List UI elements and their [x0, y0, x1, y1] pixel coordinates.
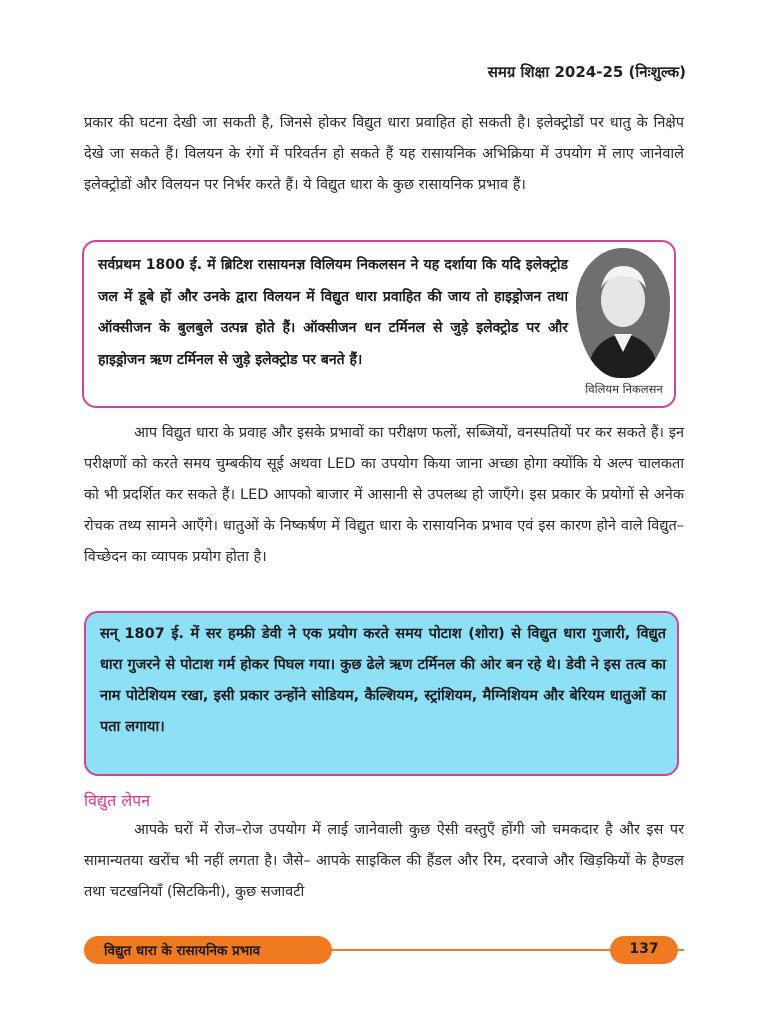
portrait-caption: विलियम निकलसन [585, 382, 663, 396]
info-box-davy-text: सन् 1807 ई. में सर हम्फ्री डेवी ने एक प्रयोग करते समय पोटाश (शोरा) से विद्युत धारा गुजारी, विद्युत धारा गुजरने से पोटाश गर्म होकर पिघल गया। कुछ ढेले ऋण टर्मिनल की ओर बन रहे थे। डेवी ने इस तत्व का नाम पोटेशियम रखा, इसी प्रकार उन्होंने सोडियम, कैल्शियम, स्ट्रांशियम, मैग्निशियम और बेरियम धातुओं का पता लगाया। [100, 626, 666, 735]
page-number: 137 [629, 941, 659, 957]
info-box-davy [84, 611, 679, 776]
page-header: समग्र शिक्षा 2024-25 (निःशुल्क) [487, 63, 686, 81]
info-box-nicholson [82, 240, 676, 408]
paragraph-electroplating: आपके घरों में रोज–रोज उपयोग में लाई जानेवाली कुछ ऐसी वस्तुएँ होंगी जो चमकदार है और इस पर सामान्यतया खरोंच भी नहीं लगता है। जैसे– आपके साइकिल की हैंडल और रिम, दरवाजे और खिड़कियों के हैण्डल तथा चटखनियाँ (सिटकिनी), कुछ सजावटी [84, 822, 684, 900]
info-box-nicholson-text: सर्वप्रथम 1800 ई. में ब्रिटिश रासायनज्ञ विलियम निकलसन ने यह दर्शाया कि यदि इलेक्ट्रोड जल में डूबे हों और उनके द्वारा विलयन में विद्युत धारा प्रवाहित की जाय तो हाइड्रोजन तथा ऑक्सीजन के बुलबुले उत्पन्न होते हैं। ऑक्सीजन धन टर्मिनल से जुड़े इलेक्ट्रोड पर और हाइड्रोजन ऋण टर्मिनल से जुड़े इलेक्ट्रोड पर बनते हैं। [98, 257, 568, 368]
footer-chapter-title: विद्युत धारा के रासायनिक प्रभाव [104, 943, 261, 959]
section-heading: विद्युत लेपन [84, 791, 151, 810]
paragraph-experiments: आप विद्युत धारा के प्रवाह और इसके प्रभावों का परीक्षण फलों, सब्जियों, वनस्पतियों पर कर सकते हैं। इन परीक्षणों को करते समय चुम्बकीय सूई अथवा LED का उपयोग किया जाना अच्छा होगा क्योंकि ये अल्प चालकता को भी प्रदर्शित कर सकते हैं। LED आपको बाजार में आसानी से उपलब्ध हो जाएँगे। इस प्रकार के प्रयोगों से अनेक रोचक तथ्य सामने आएँगे। धातुओं के निष्कर्षण में विद्युत धारा के रासायनिक प्रभाव एवं इस कारण होने वाले विद्युत–विच्छेदन का व्यापक प्रयोग होता है। [84, 425, 684, 565]
paragraph-intro: प्रकार की घटना देखी जा सकती है, जिनसे होकर विद्युत धारा प्रवाहित हो सकती है। इलेक्ट्रोडों पर धातु के निक्षेप देखे जा सकते हैं। विलयन के रंगों में परिवर्तन हो सकते हैं यह रासायनिक अभिक्रिया में उपयोग में लाए जानेवाले इलेक्ट्रोडों और विलयन पर निर्भर करते हैं। ये विद्युत धारा के कुछ रासायनिक प्रभाव हैं। [84, 115, 684, 193]
portrait-image [576, 248, 670, 378]
footer-chapter-badge [84, 936, 332, 964]
footer-page-badge [610, 936, 678, 964]
